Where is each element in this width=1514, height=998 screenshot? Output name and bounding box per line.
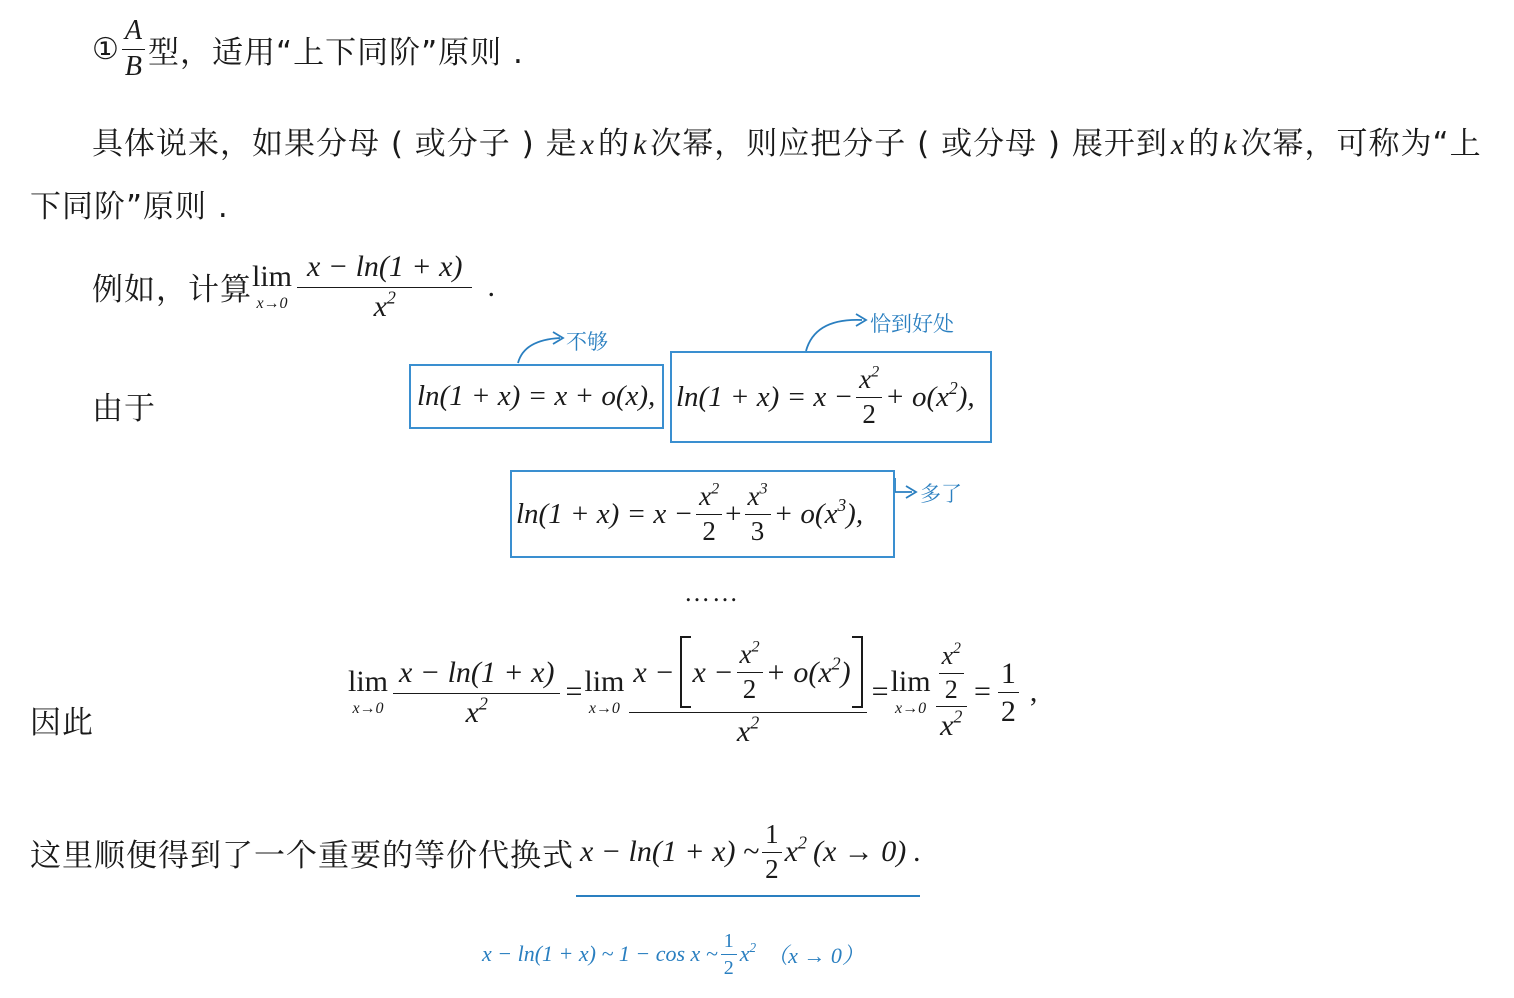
explain-part-4: 的 [1188,126,1221,162]
e3-right: + o(x [773,497,838,530]
tf2-inr-close: ) [840,655,851,689]
therefore-f2-num [629,636,866,713]
conclusion-frac-den: 2 [765,853,779,884]
e2-right-exp: 2 [949,377,958,398]
therefore-lim-3-sub: x→0 [895,700,927,717]
note-frac-num: 1 [721,930,737,955]
note-tail: （x → 0） [766,942,864,968]
annotation-not-enough: 不够 [566,330,608,354]
explain-var-x2: x [1170,128,1186,161]
cf-right-exp: 2 [798,832,807,853]
tf2-inf-num-base: x [739,638,752,669]
expansion-2-left: ln(1 + x) = x − [676,380,854,413]
e3-right-exp: 3 [837,494,847,515]
expansion-2-right [885,377,975,414]
conclusion-frac [762,820,782,884]
therefore-eq-3: = [973,675,991,708]
note-right-exp: 2 [749,939,757,955]
therefore-result-num: 1 [998,657,1019,693]
expansion-3-right [773,494,864,531]
conclusion-underline [576,895,920,897]
explain-part-2: 的 [597,126,630,162]
explain-part-5: 次幂，可称为“上 [1240,126,1482,162]
tf2-inner-frac [737,637,763,704]
tf2-inner-right [765,652,851,689]
therefore-lim-3-text: lim [890,665,931,698]
tf2-inr-exp: 2 [831,652,841,673]
explain-part-1: 具体说来，如果分母 ( 或分子 ) 是 [92,126,578,162]
e2-num-base: x [859,363,872,394]
example-den-exp: 2 [386,287,396,308]
tf2-inner-left: x − [692,655,734,689]
annotation-just-right: 恰到好处 [870,312,954,336]
e3-f1-num-exp: 2 [711,479,720,498]
therefore-f1-den [463,694,491,729]
expansion-3-f2-den: 3 [750,515,765,546]
tf2-bracket-bl [682,706,691,708]
arrow-too-much [895,478,912,492]
blue-note [482,922,864,986]
tf2-den-base: x [736,715,751,749]
expansion-3-frac-1 [696,479,722,546]
e3-right-close: ), [846,497,864,530]
arrow-not-enough [518,338,560,363]
therefore-f1-num: x − ln(1 + x) [393,656,560,694]
tf2-bracket [680,636,862,708]
note-frac-den: 2 [723,956,734,979]
tf2-bracket-tl [682,636,691,638]
therefore-frac-1 [393,656,560,729]
expansion-box-1 [409,364,664,429]
ellipsis: …… [684,578,740,607]
conclusion-formula-left: x − ln(1 + x) ~ [580,835,760,868]
explain-var-k1: k [632,128,648,161]
expansion-box-3 [510,470,895,558]
therefore-lim-2 [584,667,624,717]
expansion-2-frac-den: 2 [862,398,876,429]
tf3-nf-num-base: x [941,640,954,670]
rule-frac-den: B [124,50,143,82]
conclusion-text: 这里顺便得到了一个重要的等价代换式 [30,837,574,874]
tf3-den-base: x [940,709,954,743]
tf2-bracket-tr [852,636,861,638]
note-left: x − ln(1 + x) ~ 1 − cos x ~ [482,941,718,966]
circle-number: ① [92,32,119,66]
cf-right-base: x [784,835,798,868]
therefore-eq-1: = [565,675,583,708]
e2-num-exp: 2 [871,362,880,381]
tf2-den-exp: 2 [750,712,760,733]
expansion-1: ln(1 + x) = x + o(x), [417,380,656,412]
therefore-f3-den [937,707,965,742]
therefore-f3-num [936,642,967,707]
tf3-den-exp: 2 [953,706,963,727]
therefore-result-den: 2 [1000,694,1016,728]
explain-var-k2: k [1223,128,1238,161]
e3-f2-num-exp: 3 [759,479,768,498]
therefore-lim-2-text: lim [584,665,625,698]
tf3-nf-num [939,642,964,674]
therefore-label: 因此 [30,705,94,741]
example-num: x − ln(1 + x) [297,250,472,288]
example-den-base: x [373,290,387,323]
example-lim-sub: x→0 [256,294,288,312]
e3-f1-num-base: x [699,480,712,511]
therefore-lim-2-sub: x→0 [588,700,620,717]
therefore-lim-1 [348,667,388,717]
tf1-den-base: x [465,695,479,729]
conclusion-formula-right [784,832,807,869]
therefore-lim-3 [891,667,931,717]
therefore-frac-2 [629,636,866,748]
tf2-inner-frac-num [737,637,763,673]
conclusion-line [30,812,921,892]
expansion-box-2 [670,351,992,443]
arrow-just-right [806,320,862,351]
annotation-too-much: 多了 [920,482,962,506]
example-lim-text: lim [252,259,293,293]
tf3-nf-num-exp: 2 [953,640,961,657]
conclusion-frac-num: 1 [762,820,782,853]
expansion-2-frac-num [856,362,882,398]
note-frac [721,930,737,979]
example-tail: . [487,269,495,303]
therefore-f2-den [734,713,762,748]
tf3-nf-den: 2 [944,674,958,704]
conclusion-formula-tail: (x → 0) . [813,835,922,868]
therefore-result [998,657,1019,728]
expansion-3-plus: + [725,497,742,530]
example-label: 例如，计算 [92,272,252,308]
expansion-2-frac [856,362,882,429]
tf2-inner-frac-den: 2 [742,673,757,704]
note-right [740,941,756,967]
tf2-inr: + o(x [765,655,832,689]
since-label: 由于 [92,391,156,427]
rule-frac-num: A [122,16,145,50]
expansion-3-f1-den: 2 [702,515,716,546]
rule-text: 型，适用“上下同阶”原则 . [148,34,524,71]
e3-f2-num-base: x [747,480,760,511]
tf1-den-exp: 2 [478,692,488,713]
expansion-3-left: ln(1 + x) = x − [516,497,694,530]
therefore-eq-2: = [871,675,889,708]
expansion-3-f1-num [696,479,722,515]
tf2-num-left: x − [633,655,675,689]
therefore-lim-1-sub: x→0 [352,700,384,717]
expansion-3-f2-num [745,479,771,515]
expansion-3-frac-2 [745,479,771,546]
note-right-base: x [739,941,750,966]
explain-line-2: 下同阶”原则 . [30,189,229,225]
explain-part-3: 次幂，则应把分子 ( 或分母 ) 展开到 [650,126,1168,162]
e2-right: + o(x [885,380,950,413]
tf2-bracket-br [852,706,861,708]
e2-right-close: ), [957,380,975,413]
tf3-num-frac [939,642,964,704]
tf2-inf-num-exp: 2 [751,637,760,656]
therefore-lim-1-text: lim [348,665,389,698]
therefore-frac-3 [936,642,967,742]
therefore-tail: , [1029,675,1038,708]
therefore-formula [348,622,1037,762]
explain-var-x1: x [580,128,595,161]
